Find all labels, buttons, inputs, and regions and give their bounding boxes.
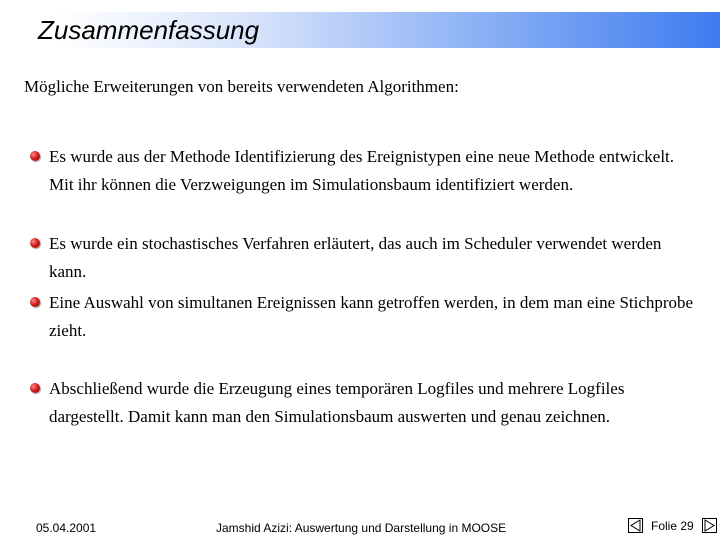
- footer-author: Jamshid Azizi: Auswertung und Darstellung in MOOSE: [216, 521, 507, 535]
- bullet-text: Eine Auswahl von simultanen Ereignissen kann getroffen werden, in dem man eine Stichprobe zieht.: [49, 293, 694, 340]
- bullet-text: Abschließend wurde die Erzeugung eines temporären Logfiles und mehrere Logfiles dargestellt. Damit kann man den Simulationsbaum auswerten und genau zeichnen.: [49, 379, 625, 426]
- bullet-text: Es wurde ein stochastisches Verfahren erläutert, das auch im Scheduler verwendet werden kann.: [49, 234, 662, 281]
- intro-text: Mögliche Erweiterungen von bereits verwendeten Algorithmen:: [24, 77, 459, 96]
- red-ball-icon: [30, 238, 40, 248]
- red-ball-icon: [30, 297, 40, 307]
- slide-number: Folie 29: [651, 519, 694, 533]
- bullet-text: Es wurde aus der Methode Identifizierung des Ereignistypen eine neue Methode entwickelt. Mit ihr können die Verzweigungen im Simulationsbaum identifiziert werden.: [49, 147, 675, 194]
- red-ball-icon: [30, 151, 40, 161]
- slide-title: Zusammenfassung: [38, 15, 260, 45]
- footer-date: 05.04.2001: [36, 521, 97, 535]
- red-ball-icon: [30, 383, 40, 393]
- next-slide-icon[interactable]: [702, 518, 717, 533]
- previous-slide-icon[interactable]: [628, 518, 643, 533]
